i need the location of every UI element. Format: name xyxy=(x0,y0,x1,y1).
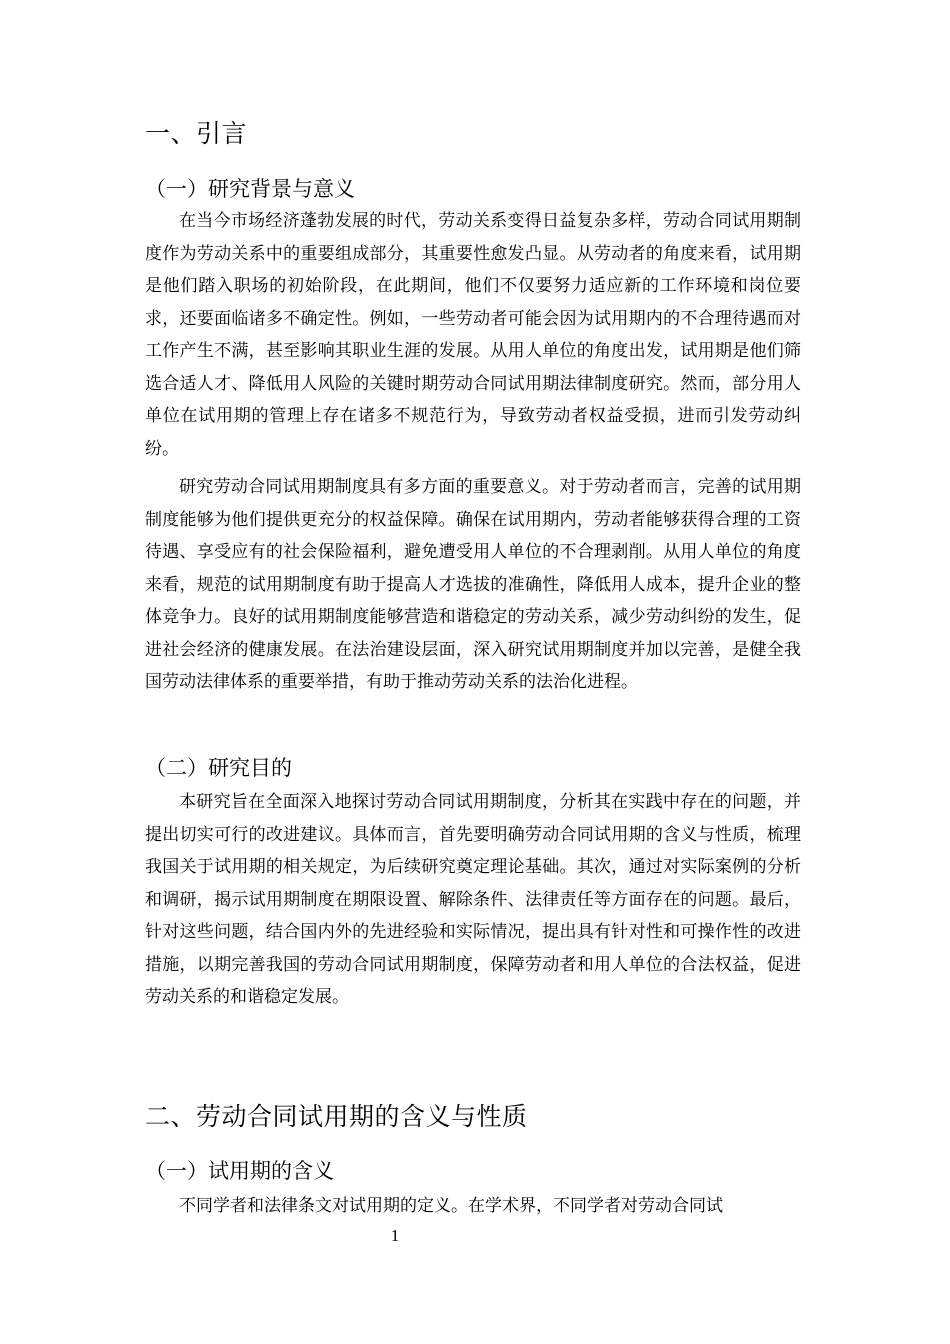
section-heading-introduction: 一、引言 xyxy=(145,119,248,148)
page-number: 1 xyxy=(390,1226,400,1245)
section-heading-definition-nature: 二、劳动合同试用期的含义与性质 xyxy=(145,1102,528,1131)
subsection-heading-background: （一）研究背景与意义 xyxy=(145,177,355,201)
subsection-heading-definition: （一）试用期的含义 xyxy=(145,1159,334,1183)
subsection-heading-purpose: （二）研究目的 xyxy=(145,756,292,780)
paragraph-definition: 不同学者和法律条文对试用期的定义。在学术界，不同学者对劳动合同试 xyxy=(179,1196,723,1216)
paragraph-significance: 研究劳动合同试用期制度具有多方面的重要意义。对于劳动者而言，完善的试用期制度能够为他们提供更充分的权益保障。确保在试用期内，劳动者能够获得合理的工资待遇、享受应有的社会保险福利，避免遭受用人单位的不合理剥削。从用人单位的角度来看，规范的试用期制度有助于提高人才选拔的准确性，降低用人成本，提升企业的整体竞争力。良好的试用期制度能够营造和谐稳定的劳动关系，减少劳动纠纷的发生，促进社会经济的健康发展。在法治建设层面，深入研究试用期制度并加以完善，是健全我国劳动法律体系的重要举措，有助于推动劳动关系的法治化进程。 xyxy=(145,477,801,692)
paragraph-background: 在当今市场经济蓬勃发展的时代，劳动关系变得日益复杂多样，劳动合同试用期制度作为劳动关系中的重要组成部分，其重要性愈发凸显。从劳动者的角度来看，试用期是他们踏入职场的初始阶段，在此期间，他们不仅要努力适应新的工作环境和岗位要求，还要面临诸多不确定性。例如，一些劳动者可能会因为试用期内的不合理待遇而对工作产生不满，甚至影响其职业生涯的发展。从用人单位的角度出发，试用期是他们筛选合适人才、降低用人风险的关键时期劳动合同试用期法律制度研究。然而，部分用人单位在试用期的管理上存在诸多不规范行为，导致劳动者权益受损，进而引发劳动纠纷。 xyxy=(145,211,801,459)
paragraph-purpose: 本研究旨在全面深入地探讨劳动合同试用期制度，分析其在实践中存在的问题，并提出切实可行的改进建议。具体而言，首先要明确劳动合同试用期的含义与性质，梳理我国关于试用期的相关规定，为后续研究奠定理论基础。其次，通过对实际案例的分析和调研，揭示试用期制度在期限设置、解除条件、法律责任等方面存在的问题。最后，针对这些问题，结合国内外的先进经验和实际情况，提出具有针对性和可操作性的改进措施，以期完善我国的劳动合同试用期制度，保障劳动者和用人单位的合法权益，促进劳动关系的和谐稳定发展。 xyxy=(145,792,801,1007)
